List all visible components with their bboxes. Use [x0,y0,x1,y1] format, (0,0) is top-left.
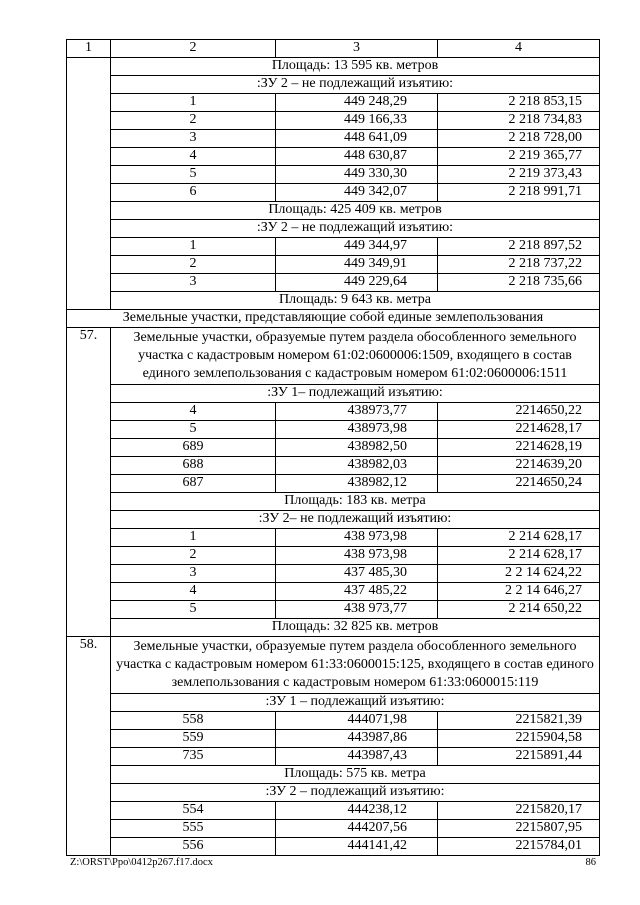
item-number-cell [67,619,111,637]
coordinate-x [276,166,438,184]
point-number: 2 [111,112,276,130]
coordinate-y-value: 2 214 628,17 [508,547,582,563]
item-number-cell [67,58,111,76]
coordinate-x-value: 443987,86 [347,730,407,746]
coordinate-x [276,601,438,619]
item-number-cell [67,166,111,184]
point-number: 5 [111,601,276,619]
item-number-cell [67,766,111,784]
coordinate-y [438,94,600,112]
table-row [67,148,600,166]
item-number-cell [67,583,111,601]
item-description-row [67,328,600,385]
item-number-cell [67,292,111,310]
point-number: 2 [111,547,276,565]
point-number: 6 [111,184,276,202]
coordinate-y [438,802,600,820]
item-number-cell [67,421,111,439]
coordinate-y-value: 2 2 14 624,22 [505,565,582,581]
subheading: :ЗУ 2 – не подлежащий изъятию: [111,220,600,238]
point-number: 558 [111,712,276,730]
table-row [67,583,600,601]
coordinate-y-value: 2 219 365,77 [508,148,582,164]
coordinate-y-value: 2 218 737,22 [508,256,582,272]
coordinate-y [438,565,600,583]
table-row [67,421,600,439]
subheading-row [67,784,600,802]
table-row [67,130,600,148]
coordinate-x-value: 449 342,07 [344,184,407,200]
item-number-cell [67,712,111,730]
coordinate-x-value: 444238,12 [347,802,407,818]
coordinate-x-value: 437 485,30 [344,565,407,581]
table-row [67,601,600,619]
coordinate-y [438,601,600,619]
coordinate-x [276,529,438,547]
coordinate-x [276,238,438,256]
coordinate-x [276,475,438,493]
item-number-cell [67,565,111,583]
coordinate-x [276,112,438,130]
coordinate-x-value: 449 248,29 [344,94,407,110]
coordinate-y [438,730,600,748]
coordinate-y-value: 2 214 628,17 [508,529,582,545]
coordinate-y-value: 2 218 734,83 [508,112,582,128]
item-number-cell [67,94,111,112]
item-number-cell [67,112,111,130]
point-number: 3 [111,274,276,292]
coordinates-table [66,39,600,856]
item-number-cell [67,730,111,748]
subheading-row [67,766,600,784]
coordinate-x-value: 437 485,22 [344,583,407,599]
page-number: 86 [585,857,596,868]
table-row [67,94,600,112]
coordinate-x-value: 438973,77 [347,403,407,419]
table-row [67,529,600,547]
section-heading-row [67,310,600,328]
point-number: 735 [111,748,276,766]
table-row [67,730,600,748]
subheading: :ЗУ 2 – не подлежащий изъятию: [111,76,600,94]
item-number: 57. [67,328,111,385]
item-number-cell [67,439,111,457]
coordinate-y [438,475,600,493]
point-number: 554 [111,802,276,820]
item-number-cell [67,493,111,511]
table-row [67,457,600,475]
item-number-cell [67,529,111,547]
table-row [67,166,600,184]
coordinate-x-value: 444141,42 [347,838,407,854]
point-number: 688 [111,457,276,475]
coordinate-x [276,583,438,601]
item-number-cell [67,238,111,256]
subheading-row [67,619,600,637]
header-col-2: 2 [111,40,276,58]
subheading-row [67,385,600,403]
coordinate-y [438,238,600,256]
table-row [67,565,600,583]
subheading: :ЗУ 1 – подлежащий изъятию: [111,694,600,712]
coordinate-y-value: 2215820,17 [515,802,582,818]
item-number-cell [67,784,111,802]
subheading: Площадь: 32 825 кв. метров [111,619,600,637]
point-number: 689 [111,439,276,457]
coordinate-x [276,802,438,820]
coordinate-y [438,712,600,730]
point-number: 687 [111,475,276,493]
subheading: :ЗУ 2 – подлежащий изъятию: [111,784,600,802]
coordinate-y [438,112,600,130]
table-row [67,112,600,130]
coordinate-x-value: 444071,98 [347,712,407,728]
coordinate-x-value: 449 344,97 [344,238,407,254]
coordinate-y-value: 2215821,39 [515,712,582,728]
coordinate-x [276,730,438,748]
coordinate-x [276,748,438,766]
coordinate-x-value: 438982,50 [347,439,407,455]
coordinate-y-value: 2 2 14 646,27 [505,583,582,599]
table-row [67,403,600,421]
coordinate-y-value: 2214628,19 [515,439,582,455]
item-description: Земельные участки, образуемые путем раздела обособленного земельного участка с кадастровым номером 61:33:0600015:125, входящего в состав единого землепользования с кадастровым номером 61:33:0600015:119 [111,637,600,694]
point-number: 5 [111,421,276,439]
coordinate-x [276,421,438,439]
item-number-cell [67,274,111,292]
coordinate-x [276,439,438,457]
coordinate-y-value: 2 218 897,52 [508,238,582,254]
item-number-cell [67,184,111,202]
table-row [67,838,600,856]
coordinate-y-value: 2215784,01 [515,838,582,854]
subheading-row [67,511,600,529]
coordinate-x-value: 438973,98 [347,421,407,437]
coordinates-table-body [67,40,600,856]
coordinate-x [276,130,438,148]
coordinate-x [276,712,438,730]
subheading-row [67,58,600,76]
coordinate-y-value: 2214639,20 [515,457,582,473]
coordinate-y [438,166,600,184]
subheading-row [67,220,600,238]
coordinate-x-value: 438982,12 [347,475,407,491]
point-number: 1 [111,529,276,547]
item-number-cell [67,148,111,166]
item-number-cell [67,838,111,856]
table-row [67,547,600,565]
item-number-cell [67,76,111,94]
coordinate-y-value: 2 218 853,15 [508,94,582,110]
item-number-cell [67,403,111,421]
table-row [67,712,600,730]
coordinate-x [276,184,438,202]
point-number: 3 [111,565,276,583]
coordinate-x-value: 448 630,87 [344,148,407,164]
coordinate-x [276,838,438,856]
point-number: 1 [111,238,276,256]
header-col-1: 1 [67,40,111,58]
coordinate-x [276,820,438,838]
coordinate-y-value: 2215904,58 [515,730,582,746]
coordinate-x-value: 438982,03 [347,457,407,473]
coordinate-y-value: 2 219 373,43 [508,166,582,182]
item-number-cell [67,256,111,274]
table-row [67,274,600,292]
header-col-3: 3 [276,40,438,58]
coordinate-y [438,274,600,292]
coordinate-x [276,565,438,583]
subheading-row [67,292,600,310]
coordinate-y [438,439,600,457]
coordinate-y-value: 2215891,44 [515,748,582,764]
table-row [67,238,600,256]
item-number: 58. [67,637,111,694]
coordinate-x-value: 444207,56 [347,820,407,836]
coordinate-y-value: 2215807,95 [515,820,582,836]
coordinate-y [438,148,600,166]
point-number: 3 [111,130,276,148]
item-description-row [67,637,600,694]
coordinate-y-value: 2214650,24 [515,475,582,491]
header-col-4: 4 [438,40,600,58]
coordinate-y [438,838,600,856]
item-number-cell [67,802,111,820]
point-number: 2 [111,256,276,274]
point-number: 559 [111,730,276,748]
subheading-row [67,76,600,94]
coordinate-x [276,148,438,166]
table-header-row [67,40,600,58]
coordinate-y [438,547,600,565]
coordinate-x [276,403,438,421]
coordinate-x-value: 438 973,98 [344,529,407,545]
coordinate-x [276,547,438,565]
coordinate-y-value: 2 218 735,66 [508,274,582,290]
item-number-cell [67,694,111,712]
coordinate-y [438,403,600,421]
table-row [67,256,600,274]
subheading: Площадь: 425 409 кв. метров [111,202,600,220]
table-row [67,439,600,457]
coordinate-y [438,457,600,475]
point-number: 4 [111,403,276,421]
coordinate-x-value: 449 349,91 [344,256,407,272]
coordinate-y-value: 2 214 650,22 [508,601,582,617]
coordinate-x [276,256,438,274]
item-number-cell [67,130,111,148]
subheading: Площадь: 575 кв. метра [111,766,600,784]
item-description: Земельные участки, образуемые путем раздела обособленного земельного участка с кадастровым номером 61:02:0600006:1509, входящего в состав единого землепользования с кадастровым номером 61:02:0600006:1511 [111,328,600,385]
coordinate-x-value: 449 229,64 [344,274,407,290]
point-number: 556 [111,838,276,856]
item-number-cell [67,511,111,529]
coordinate-y [438,421,600,439]
point-number: 4 [111,148,276,166]
subheading: Площадь: 13 595 кв. метров [111,58,600,76]
coordinate-x [276,274,438,292]
table-row [67,820,600,838]
item-number-cell [67,385,111,403]
point-number: 4 [111,583,276,601]
table-row [67,475,600,493]
point-number: 1 [111,94,276,112]
section-heading: Земельные участки, представляющие собой единые землепользования [67,310,600,328]
subheading: Площадь: 9 643 кв. метра [111,292,600,310]
subheading: :ЗУ 2– не подлежащий изъятию: [111,511,600,529]
subheading: :ЗУ 1– подлежащий изъятию: [111,385,600,403]
item-number-cell [67,475,111,493]
coordinate-y [438,748,600,766]
coordinate-y [438,184,600,202]
item-number-cell [67,202,111,220]
item-number-cell [67,820,111,838]
coordinate-x [276,457,438,475]
coordinate-y [438,820,600,838]
coordinate-x-value: 449 330,30 [344,166,407,182]
coordinate-y-value: 2 218 728,00 [508,130,582,146]
table-row [67,802,600,820]
coordinate-y-value: 2214628,17 [515,421,582,437]
item-number-cell [67,220,111,238]
coordinate-x-value: 438 973,98 [344,547,407,563]
coordinate-x [276,94,438,112]
item-number-cell [67,601,111,619]
coordinate-y-value: 2 218 991,71 [508,184,582,200]
item-number-cell [67,748,111,766]
subheading: Площадь: 183 кв. метра [111,493,600,511]
coordinate-x-value: 448 641,09 [344,130,407,146]
table-row [67,184,600,202]
footer-file-path: Z:\ORST\Ppo\0412p267.f17.docx [70,857,213,868]
coordinate-x-value: 443987,43 [347,748,407,764]
item-number-cell [67,457,111,475]
coordinate-y [438,583,600,601]
coordinate-y-value: 2214650,22 [515,403,582,419]
subheading-row [67,493,600,511]
point-number: 5 [111,166,276,184]
coordinate-y [438,256,600,274]
coordinate-x-value: 438 973,77 [344,601,407,617]
subheading-row [67,202,600,220]
coordinate-y [438,130,600,148]
coordinate-x-value: 449 166,33 [344,112,407,128]
item-number-cell [67,547,111,565]
subheading-row [67,694,600,712]
point-number: 555 [111,820,276,838]
table-row [67,748,600,766]
coordinate-y [438,529,600,547]
